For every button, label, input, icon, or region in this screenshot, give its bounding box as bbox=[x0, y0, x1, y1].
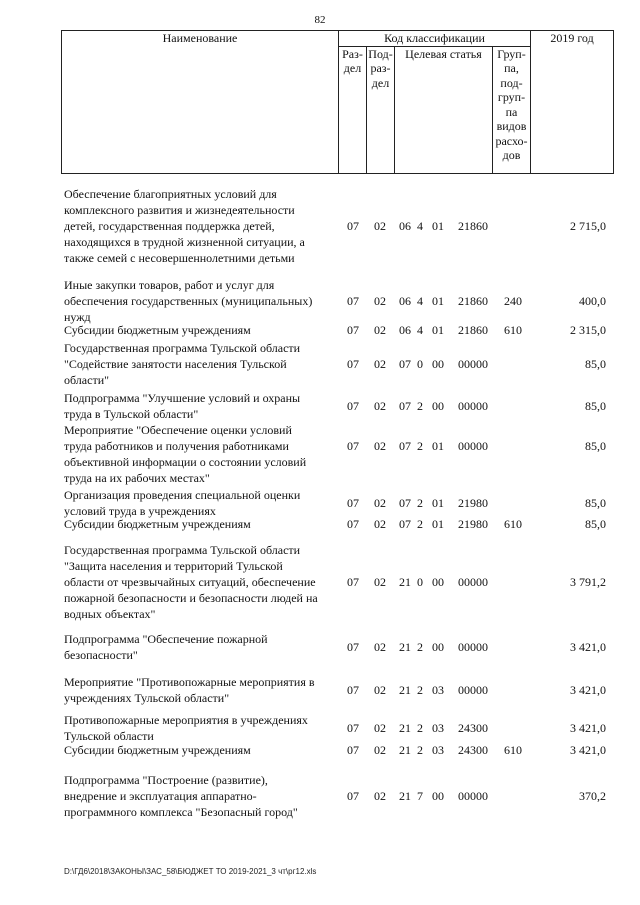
code-rz: 07 bbox=[347, 789, 359, 803]
code-p2: 7 bbox=[417, 789, 423, 803]
table-row bbox=[0, 186, 640, 266]
code-pr: 02 bbox=[374, 721, 386, 735]
row-name-line: нужд bbox=[64, 310, 91, 324]
row-name bbox=[64, 277, 342, 325]
code-p4: 00000 bbox=[458, 399, 488, 413]
code-pr: 02 bbox=[374, 439, 386, 453]
table-row bbox=[0, 542, 640, 622]
row-name-line: Противопожарные мероприятия в учреждениях bbox=[64, 713, 308, 727]
code-p1: 06 bbox=[399, 219, 411, 233]
table-row bbox=[0, 712, 640, 744]
row-name-line: внедрение и эксплуатация аппаратно- bbox=[64, 789, 257, 803]
row-name bbox=[64, 422, 342, 486]
code-pr: 02 bbox=[374, 683, 386, 697]
code-p3: 00 bbox=[432, 399, 444, 413]
row-name-line: области от чрезвычайных ситуаций, обеспечение bbox=[64, 575, 316, 589]
amount-2019: 85,0 bbox=[585, 517, 606, 531]
code-pr: 02 bbox=[374, 640, 386, 654]
header-podrazdel bbox=[367, 46, 395, 174]
amount-2019: 2 315,0 bbox=[570, 323, 606, 337]
row-name bbox=[64, 186, 342, 266]
row-name-line: "Защита населения и территорий Тульской bbox=[64, 559, 283, 573]
table-row bbox=[0, 390, 640, 422]
code-p1: 21 bbox=[399, 640, 411, 654]
table-row bbox=[0, 340, 640, 388]
code-p4: 00000 bbox=[458, 357, 488, 371]
table-row bbox=[0, 322, 640, 338]
amount-2019: 85,0 bbox=[585, 439, 606, 453]
row-name-line: водных объектах" bbox=[64, 607, 156, 621]
code-pr: 02 bbox=[374, 357, 386, 371]
code-p1: 21 bbox=[399, 789, 411, 803]
code-p3: 01 bbox=[432, 517, 444, 531]
row-name-line: учреждениях Тульской области" bbox=[64, 691, 230, 705]
code-p3: 00 bbox=[432, 789, 444, 803]
code-p3: 01 bbox=[432, 323, 444, 337]
code-p1: 21 bbox=[399, 743, 411, 757]
row-name-line: условий труда в учреждениях bbox=[64, 504, 216, 518]
code-p1: 07 bbox=[399, 439, 411, 453]
row-name bbox=[64, 742, 342, 758]
code-rz: 07 bbox=[347, 575, 359, 589]
header-podrazdel-line: раз- bbox=[370, 61, 391, 75]
code-p3: 03 bbox=[432, 683, 444, 697]
file-path-footer: D:\ГД6\2018\ЗАКОНЫ\ЗАС_58\БЮДЖЕТ ТО 2019-2021_3 чт\рг12.xls bbox=[64, 867, 317, 876]
code-pr: 02 bbox=[374, 789, 386, 803]
code-p2: 2 bbox=[417, 683, 423, 697]
code-expense-type: 610 bbox=[504, 323, 522, 337]
code-p2: 2 bbox=[417, 640, 423, 654]
code-pr: 02 bbox=[374, 323, 386, 337]
header-razdel-line: дел bbox=[343, 61, 362, 75]
row-name bbox=[64, 487, 342, 519]
row-name bbox=[64, 390, 342, 422]
code-p3: 01 bbox=[432, 219, 444, 233]
table-header bbox=[61, 30, 614, 174]
row-name-line: Организация проведения специальной оценки bbox=[64, 488, 301, 502]
header-target: Целевая статья bbox=[395, 46, 493, 174]
header-podrazdel-line: дел bbox=[371, 75, 390, 90]
row-name-line: безопасности" bbox=[64, 648, 138, 662]
header-group bbox=[493, 46, 531, 174]
code-p4: 21860 bbox=[458, 219, 488, 233]
code-rz: 07 bbox=[347, 399, 359, 413]
code-p2: 2 bbox=[417, 399, 423, 413]
code-pr: 02 bbox=[374, 219, 386, 233]
row-name-line: объективной информации о состоянии условий bbox=[64, 455, 307, 469]
code-p1: 21 bbox=[399, 721, 411, 735]
header-name: Наименование bbox=[62, 31, 339, 174]
header-year: 2019 год bbox=[531, 31, 614, 174]
table-row bbox=[0, 674, 640, 706]
code-p3: 03 bbox=[432, 743, 444, 757]
code-p4: 00000 bbox=[458, 575, 488, 589]
code-p3: 00 bbox=[432, 357, 444, 371]
code-rz: 07 bbox=[347, 323, 359, 337]
row-name-line: Тульской области bbox=[64, 729, 154, 743]
table-row bbox=[0, 422, 640, 486]
header-group-line: расхо- bbox=[495, 133, 528, 148]
header-group-line: Груп- bbox=[497, 46, 526, 61]
row-name-line: Мероприятие "Обеспечение оценки условий bbox=[64, 423, 292, 437]
amount-2019: 85,0 bbox=[585, 399, 606, 413]
code-p2: 2 bbox=[417, 439, 423, 453]
amount-2019: 370,2 bbox=[579, 789, 606, 803]
code-p1: 21 bbox=[399, 683, 411, 697]
row-name bbox=[64, 772, 342, 820]
code-expense-type: 610 bbox=[504, 743, 522, 757]
row-name-line: труда в Тульской области" bbox=[64, 407, 199, 421]
amount-2019: 3 421,0 bbox=[570, 683, 606, 697]
code-rz: 07 bbox=[347, 439, 359, 453]
code-p2: 2 bbox=[417, 496, 423, 510]
amount-2019: 2 715,0 bbox=[570, 219, 606, 233]
code-p1: 21 bbox=[399, 575, 411, 589]
row-name-line: находящихся в трудной жизненной ситуации, а bbox=[64, 235, 305, 249]
code-expense-type: 610 bbox=[504, 517, 522, 531]
row-name-line: Обеспечение благоприятных условий для bbox=[64, 187, 277, 201]
code-p2: 0 bbox=[417, 575, 423, 589]
code-p2: 2 bbox=[417, 743, 423, 757]
code-p1: 07 bbox=[399, 399, 411, 413]
code-p3: 03 bbox=[432, 721, 444, 735]
code-pr: 02 bbox=[374, 496, 386, 510]
row-name-line: программного комплекса "Безопасный город" bbox=[64, 805, 298, 819]
code-p2: 4 bbox=[417, 219, 423, 233]
code-p4: 24300 bbox=[458, 743, 488, 757]
page-number: 82 bbox=[314, 14, 326, 26]
code-rz: 07 bbox=[347, 294, 359, 308]
row-name-line: Субсидии бюджетным учреждениям bbox=[64, 743, 251, 757]
code-p1: 06 bbox=[399, 323, 411, 337]
header-group-line: под- bbox=[500, 75, 523, 90]
code-p1: 07 bbox=[399, 357, 411, 371]
code-p2: 2 bbox=[417, 517, 423, 531]
row-name bbox=[64, 322, 342, 338]
row-name-line: труда работников и получения работниками bbox=[64, 439, 289, 453]
table-row bbox=[0, 772, 640, 820]
header-group-line: па, bbox=[504, 61, 519, 75]
code-p4: 00000 bbox=[458, 789, 488, 803]
table-row bbox=[0, 516, 640, 532]
code-p4: 21860 bbox=[458, 323, 488, 337]
row-name-line: труда на их рабочих местах" bbox=[64, 471, 210, 485]
header-group-line: дов bbox=[502, 148, 521, 162]
amount-2019: 85,0 bbox=[585, 357, 606, 371]
code-pr: 02 bbox=[374, 399, 386, 413]
header-group-line: па bbox=[505, 104, 518, 119]
row-name bbox=[64, 340, 342, 388]
row-name-line: "Содействие занятости населения Тульской bbox=[64, 357, 287, 371]
code-p2: 0 bbox=[417, 357, 423, 371]
row-name bbox=[64, 674, 342, 706]
code-p1: 06 bbox=[399, 294, 411, 308]
table-row bbox=[0, 487, 640, 519]
code-p4: 24300 bbox=[458, 721, 488, 735]
code-rz: 07 bbox=[347, 496, 359, 510]
header-razdel-line: Раз- bbox=[342, 46, 363, 61]
row-name-line: Подпрограмма "Улучшение условий и охраны bbox=[64, 391, 301, 405]
code-p4: 00000 bbox=[458, 439, 488, 453]
amount-2019: 3 791,2 bbox=[570, 575, 606, 589]
header-razdel bbox=[339, 46, 367, 174]
code-p1: 07 bbox=[399, 517, 411, 531]
row-name-line: Подпрограмма "Построение (развитие), bbox=[64, 773, 268, 787]
code-rz: 07 bbox=[347, 683, 359, 697]
code-p2: 4 bbox=[417, 294, 423, 308]
code-p3: 01 bbox=[432, 294, 444, 308]
code-rz: 07 bbox=[347, 517, 359, 531]
code-p4: 21980 bbox=[458, 517, 488, 531]
code-pr: 02 bbox=[374, 575, 386, 589]
row-name-line: Субсидии бюджетным учреждениям bbox=[64, 517, 251, 531]
row-name-line: области" bbox=[64, 373, 110, 387]
header-podrazdel-line: Под- bbox=[368, 46, 393, 61]
code-pr: 02 bbox=[374, 294, 386, 308]
code-rz: 07 bbox=[347, 743, 359, 757]
amount-2019: 400,0 bbox=[579, 294, 606, 308]
row-name-line: обеспечения государственных (муниципальных) bbox=[64, 294, 313, 308]
header-group-line: груп- bbox=[497, 90, 526, 104]
amount-2019: 3 421,0 bbox=[570, 743, 606, 757]
row-name-line: также семей с несовершеннолетними детьми bbox=[64, 251, 295, 265]
amount-2019: 85,0 bbox=[585, 496, 606, 510]
code-p2: 2 bbox=[417, 721, 423, 735]
code-p2: 4 bbox=[417, 323, 423, 337]
row-name-line: Подпрограмма "Обеспечение пожарной bbox=[64, 632, 268, 646]
header-code: Код классификации bbox=[339, 31, 531, 47]
table-row bbox=[0, 277, 640, 325]
row-name-line: Иные закупки товаров, работ и услуг для bbox=[64, 278, 275, 292]
code-p3: 00 bbox=[432, 640, 444, 654]
amount-2019: 3 421,0 bbox=[570, 721, 606, 735]
row-name-line: комплексного развития и жизнедеятельности bbox=[64, 203, 295, 217]
code-rz: 07 bbox=[347, 357, 359, 371]
code-p4: 00000 bbox=[458, 683, 488, 697]
row-name bbox=[64, 631, 342, 663]
row-name-line: Государственная программа Тульской области bbox=[64, 341, 301, 355]
row-name-line: Мероприятие "Противопожарные мероприятия в bbox=[64, 675, 315, 689]
code-rz: 07 bbox=[347, 640, 359, 654]
code-p4: 21860 bbox=[458, 294, 488, 308]
code-expense-type: 240 bbox=[504, 294, 522, 308]
code-rz: 07 bbox=[347, 219, 359, 233]
header-group-line: видов bbox=[496, 119, 527, 133]
row-name bbox=[64, 542, 342, 622]
code-pr: 02 bbox=[374, 517, 386, 531]
row-name bbox=[64, 712, 342, 744]
row-name bbox=[64, 516, 342, 532]
row-name-line: детей, государственная поддержка детей, bbox=[64, 219, 275, 233]
code-p3: 01 bbox=[432, 496, 444, 510]
code-p3: 00 bbox=[432, 575, 444, 589]
code-p4: 00000 bbox=[458, 640, 488, 654]
table-row bbox=[0, 631, 640, 663]
code-p1: 07 bbox=[399, 496, 411, 510]
row-name-line: пожарной безопасности и безопасности людей на bbox=[64, 591, 318, 605]
code-p4: 21980 bbox=[458, 496, 488, 510]
code-rz: 07 bbox=[347, 721, 359, 735]
code-pr: 02 bbox=[374, 743, 386, 757]
table-row bbox=[0, 742, 640, 758]
row-name-line: Субсидии бюджетным учреждениям bbox=[64, 323, 251, 337]
row-name-line: Государственная программа Тульской области bbox=[64, 543, 301, 557]
code-p3: 01 bbox=[432, 439, 444, 453]
amount-2019: 3 421,0 bbox=[570, 640, 606, 654]
